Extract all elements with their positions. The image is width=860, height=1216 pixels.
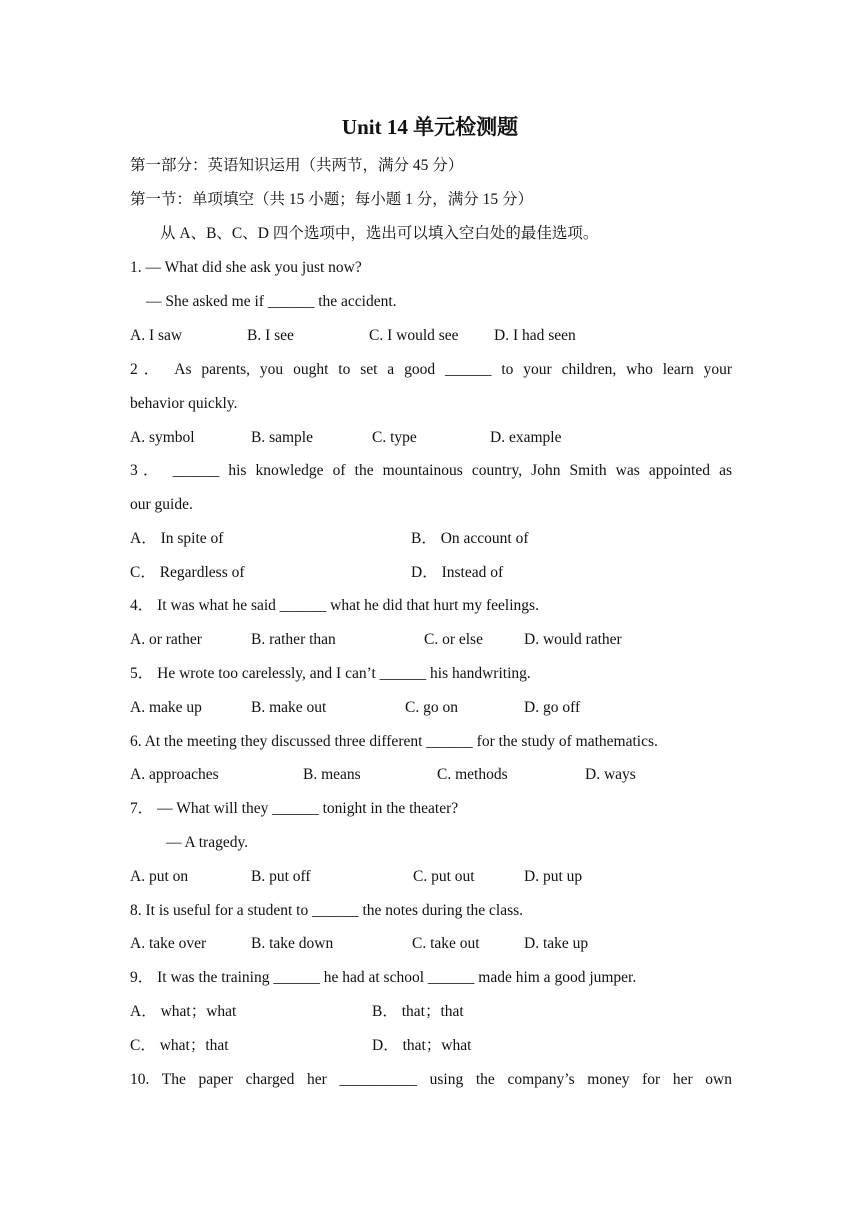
option-b: B. put off [251,868,311,885]
question-2-stem-continued: behavior quickly. [130,395,238,412]
question-1-answer-line: — She asked me if ______ the accident. [146,293,397,310]
option-c: C. go on [405,699,458,716]
question-6-stem: 6. At the meeting they discussed three different ______ for the study of mathematics. [130,733,658,750]
part-heading: 第一部分：英语知识运用（共两节，满分 45 分） [130,157,464,174]
option-d: D. ways [585,766,636,783]
question-7-answer-line: — A tragedy. [166,834,249,851]
question-5-stem: 5． He wrote too carelessly, and I can’t ______ his handwriting. [130,665,531,682]
option-c: C． Regardless of [130,564,245,581]
option-a: A. or rather [130,631,202,648]
question-8-stem: 8. It is useful for a student to ______ the notes during the class. [130,902,524,919]
question-9-stem: 9． It was the training ______ he had at school ______ made him a good jumper. [130,969,637,986]
option-c: C. type [372,429,417,446]
question-3-stem-continued: our guide. [130,496,193,513]
option-b: B. I see [247,327,294,344]
option-c: C. take out [412,935,480,952]
option-d: D. would rather [524,631,622,648]
option-a: A. symbol [130,429,195,446]
question-2-stem: 2． As parents, you ought to set a good ______ to your children, who learn your [130,361,732,378]
option-b: B． that；that [372,1003,464,1020]
option-d: D. take up [524,935,589,952]
option-a: A. I saw [130,327,183,344]
option-c: C． what；that [130,1037,229,1054]
option-b: B. sample [251,429,313,446]
option-d: D． Instead of [411,564,504,581]
instruction: 从 A、B、C、D 四个选项中，选出可以填入空白处的最佳选项。 [160,225,599,242]
option-b: B. means [303,766,361,783]
option-a: A． what；what [130,1003,237,1020]
option-b: B. take down [251,935,334,952]
option-c: C. I would see [369,327,459,344]
section-heading: 第一节：单项填空（共 15 小题；每小题 1 分，满分 15 分） [130,191,534,208]
option-d: D． that；what [372,1037,472,1054]
option-a: A. put on [130,868,189,885]
option-a: A. make up [130,699,202,716]
question-10-stem: 10. The paper charged her __________ using the company’s money for her own [130,1071,732,1088]
question-1-stem: 1. — What did she ask you just now? [130,259,362,276]
option-c: C. methods [437,766,508,783]
option-a: A． In spite of [130,530,224,547]
question-4-stem: 4． It was what he said ______ what he did that hurt my feelings. [130,597,539,614]
question-3-stem: 3． ______ his knowledge of the mountainous country, John Smith was appointed as [130,462,732,479]
option-c: C. put out [413,868,475,885]
page-title: Unit 14 单元检测题 [341,115,519,139]
option-b: B. make out [251,699,327,716]
option-d: D. example [490,429,562,446]
option-b: B． On account of [411,530,529,547]
option-d: D. put up [524,868,583,885]
option-a: A. approaches [130,766,219,783]
option-d: D. I had seen [494,327,576,344]
option-d: D. go off [524,699,581,716]
option-c: C. or else [424,631,483,648]
option-a: A. take over [130,935,207,952]
option-b: B. rather than [251,631,336,648]
question-7-stem: 7． — What will they ______ tonight in the theater? [130,800,459,817]
